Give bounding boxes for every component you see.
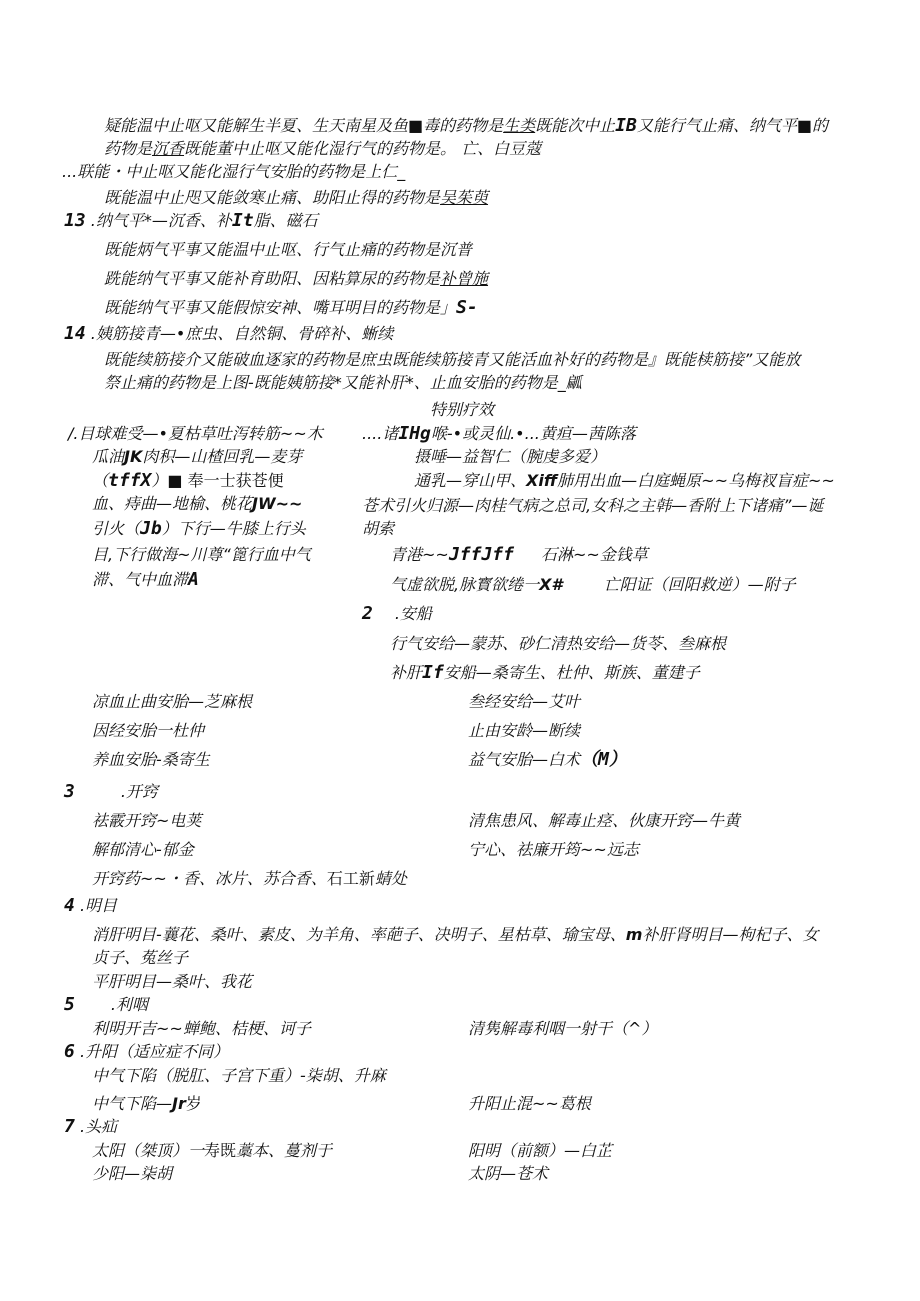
text-run: .升阳（适应症不同） (79, 1042, 230, 1061)
text-line (92, 494, 302, 514)
text-line (104, 240, 472, 260)
text-run: 清焦患风、解毒止痉、伙康开窍—牛黄 (468, 811, 741, 830)
text-line (92, 811, 201, 831)
text-run: 祭止痛的药物是上图-既能姨筋接*又能补肝*、止血安胎的药物是_㼐 (104, 373, 582, 392)
text-line (92, 692, 252, 712)
text-run: 太阴—苍术 (468, 1164, 549, 1183)
text-line (390, 575, 796, 595)
text-line (92, 972, 252, 992)
text-line (92, 840, 194, 860)
section-heading (64, 896, 117, 916)
text-line (104, 139, 541, 159)
text-run: 清隽解毒利咽一射干（^） (468, 1019, 658, 1038)
text-run: .利咽 (110, 995, 148, 1014)
text-line (68, 424, 323, 444)
text-run: 开窍药~~・香、冰片、苏合香、 (92, 869, 327, 888)
section-number: 5 (64, 994, 75, 1015)
text-run: 太阳（桀顶）一 (92, 1141, 205, 1160)
text-line (468, 840, 639, 860)
text-run: ...联能・中止呕又能化湿行气安胎的药物是上仁_ (62, 162, 406, 181)
text-line (92, 869, 407, 889)
text-run: 贞子、菟丝子 (92, 948, 189, 967)
text-run: m (625, 925, 643, 944)
text-line (468, 721, 580, 741)
text-line (390, 663, 700, 683)
text-line (92, 1164, 172, 1184)
text-run: 瓜油 (92, 447, 125, 466)
text-run: Jb (140, 518, 162, 539)
text-run: 胡索 (362, 519, 395, 538)
text-run: .姨筋接青—•庶虫、自然铜、骨碎补、蜥续 (90, 324, 394, 343)
text-run: 特别疗效 (430, 400, 495, 419)
text-line (414, 471, 835, 491)
text-line (468, 1164, 548, 1184)
text-run: （M） (580, 749, 627, 770)
text-run: 阳明（前额）—白芷 (468, 1141, 613, 1160)
text-line (104, 373, 582, 393)
text-run: 气虚欲脱,脉寳欲绻一 (390, 575, 540, 594)
text-run: 补肝 (390, 663, 423, 682)
text-line (104, 116, 828, 136)
text-run: 苍术引火归源—肉桂气病之总司,女科之主韩—香附上下诸痛”—诞 (362, 496, 824, 515)
text-run: 生类 (503, 116, 536, 135)
text-line (92, 721, 204, 741)
text-run: 肺用出血—白庭蝇原~~乌梅衩盲症~~ (557, 471, 835, 490)
text-run: 亡阳证（回阳救逆）—附子 (603, 575, 796, 594)
text-run: 石淋~~金钱草 (540, 545, 648, 564)
text-run: 凉血止曲安胎—芝麻根 (92, 692, 253, 711)
text-run: 药物是 (104, 139, 153, 158)
text-run: ） (151, 471, 168, 490)
text-run: 沉香 (152, 139, 185, 158)
section-number: 6 (64, 1041, 75, 1062)
text-run: JK (124, 447, 143, 466)
text-line (92, 1094, 202, 1114)
text-run: 摄唾—益智仁（腕虔多爱） (414, 447, 607, 466)
text-run: 目,下行做海~川尊“篦行血中气 (92, 545, 311, 564)
text-line (362, 519, 394, 539)
text-line (92, 948, 188, 968)
text-run: 通乳—穿山甲、 (414, 471, 527, 490)
text-run: IHg (398, 423, 431, 444)
text-run: 祛霰开窍~电荚 (92, 811, 202, 830)
text-run: 岁 (185, 1094, 202, 1113)
section-number: 7 (64, 1116, 75, 1137)
text-run: 奉一士获苍便 (187, 471, 284, 490)
text-run: 又能行气止痛、纳气平■的 (636, 116, 828, 135)
text-run: 消肝明目-蘘花、桑叶、素皮、为羊角、率葩子、决明子、星枯草、瑜宝母、 (92, 925, 626, 944)
text-run: 藁本、蔓剂于 (236, 1141, 333, 1160)
text-run: 叁经安给—艾叶 (468, 692, 581, 711)
text-run: JffJff (448, 544, 514, 565)
text-run: 吴茱萸 (440, 188, 489, 207)
section-heading (362, 604, 432, 624)
section-heading (64, 1117, 117, 1137)
text-run: X# (539, 575, 563, 594)
text-run: 益气安胎—白术 (468, 750, 581, 769)
text-run: .开窍 (120, 782, 158, 801)
text-run: 肉积—山楂回乳—麦芽 (142, 447, 303, 466)
text-line (92, 447, 302, 467)
text-run: 利明开吉~~蝉鲍、桔梗、诃子 (92, 1019, 311, 1038)
text-run: 血、痔曲—地榆、桃花 (92, 494, 253, 513)
text-run: tffX (108, 470, 152, 491)
text-line (362, 424, 636, 444)
text-run: 滞、气中血滞 (92, 570, 189, 589)
section-heading (64, 995, 148, 1015)
text-line (92, 750, 210, 770)
text-run: 补曾施 (440, 269, 489, 288)
text-run: .安船 (394, 604, 432, 623)
text-line (92, 1141, 332, 1161)
text-run: JW~~ (252, 494, 303, 513)
text-run: .明目 (79, 896, 118, 915)
text-run: 既能续筋接介又能破血逐家的药物是庶虫既能续筋接青又能活血补好的药物是』既能椟筋接”又能放 (104, 350, 801, 369)
text-run: 宁心、祛廉开筠~~远志 (468, 840, 639, 859)
text-line (92, 545, 311, 565)
text-run: 既能炳气平事又能温中止呕、行气止痛的药物是沉普 (104, 240, 473, 259)
section-heading (64, 211, 318, 231)
section-number: 4 (64, 895, 75, 916)
section-number: 14 (64, 323, 86, 344)
text-run: If (422, 662, 444, 683)
text-line (92, 570, 199, 590)
text-run: .纳气平*—沉香、补 (90, 211, 232, 230)
text-run: IB (615, 115, 637, 136)
text-run: 既能温中止咫又能敛寒止痛、助阳止得的药物是 (104, 188, 441, 207)
text-run: ■ (167, 471, 183, 490)
text-run: 止由安龄—断续 (468, 721, 581, 740)
text-run: 喉-•或灵仙.•...黄疸—茜陈落 (430, 424, 636, 443)
text-line (92, 471, 284, 491)
text-run: 安船—桑寄生、杜仲、斯族、董建子 (443, 663, 700, 682)
text-line (104, 350, 800, 370)
text-run: 平肝明目—桑叶、我花 (92, 972, 253, 991)
text-run: ....诸 (362, 424, 399, 443)
text-run: ）下行—牛膝上行头 (161, 519, 306, 538)
text-run: Xiff (526, 471, 558, 490)
text-run: 青港~~ (390, 545, 449, 564)
text-run: Jr (172, 1094, 186, 1113)
text-run: 补肝肾明目—枸杞子、女 (642, 925, 819, 944)
text-line (468, 1019, 657, 1039)
text-line (390, 634, 726, 654)
text-line (468, 1141, 612, 1161)
text-run: A (188, 569, 199, 590)
text-run: 蜻处 (374, 869, 407, 888)
text-line (92, 1019, 311, 1039)
text-run: 因经安胎一杜仲 (92, 721, 205, 740)
text-run: 既能纳气平事又能假惊安神、嘴耳明目的药物是」 (104, 298, 457, 317)
text-run: /.目球难受—•夏枯草吐泻转筋~~木 (68, 424, 323, 443)
text-run: 中气下陷— (92, 1094, 173, 1113)
section-number: 3 (64, 781, 75, 802)
text-run: 行气安给—蒙苏、砂仁清热安给—货苓、叁麻根 (390, 634, 727, 653)
text-line (390, 545, 648, 565)
text-run: 脂、磁石 (253, 211, 318, 230)
section-heading (64, 324, 393, 344)
text-run: .头疝 (79, 1117, 118, 1136)
text-line (104, 188, 488, 208)
section-heading (64, 1042, 229, 1062)
text-run: 升阳止混~~葛根 (468, 1094, 591, 1113)
text-run: It (231, 210, 254, 231)
text-run: 养血安胎-桑寄生 (92, 750, 210, 769)
text-run: （ (92, 471, 109, 490)
text-line (414, 447, 606, 467)
text-line (104, 298, 478, 318)
text-run: 寿既 (204, 1141, 237, 1160)
text-run: 石工新 (326, 869, 375, 888)
text-run: 既能董中止呕又能化湿行气的药物是。 亡、白豆蔻 (184, 139, 542, 158)
text-line (92, 519, 306, 539)
text-line (468, 750, 627, 770)
text-line (62, 162, 405, 182)
text-line (92, 925, 818, 945)
text-run: 引火（ (92, 519, 141, 538)
text-line (362, 496, 823, 516)
text-run: 既能次中止 (535, 116, 616, 135)
text-run: 少阳—柒胡 (92, 1164, 173, 1183)
text-line (104, 269, 488, 289)
text-line (468, 1094, 591, 1114)
section-number: 13 (64, 210, 86, 231)
section-title (430, 400, 494, 420)
text-run: S- (456, 297, 478, 318)
text-run: 解郁清心-郁金 (92, 840, 194, 859)
text-run: 疑能温中止呕又能解生半夏、生天南星及鱼■毒的药物是 (104, 116, 504, 135)
text-line (468, 811, 740, 831)
section-number: 2 (362, 603, 373, 624)
section-heading (64, 782, 158, 802)
text-run: 跣能纳气平事又能补育助阳、因粘算尿的药物是 (104, 269, 441, 288)
text-run: 中气下陷（脱肛、子宫下重）-柒胡、升麻 (92, 1066, 386, 1085)
text-line (468, 692, 580, 712)
text-line (92, 1066, 386, 1086)
